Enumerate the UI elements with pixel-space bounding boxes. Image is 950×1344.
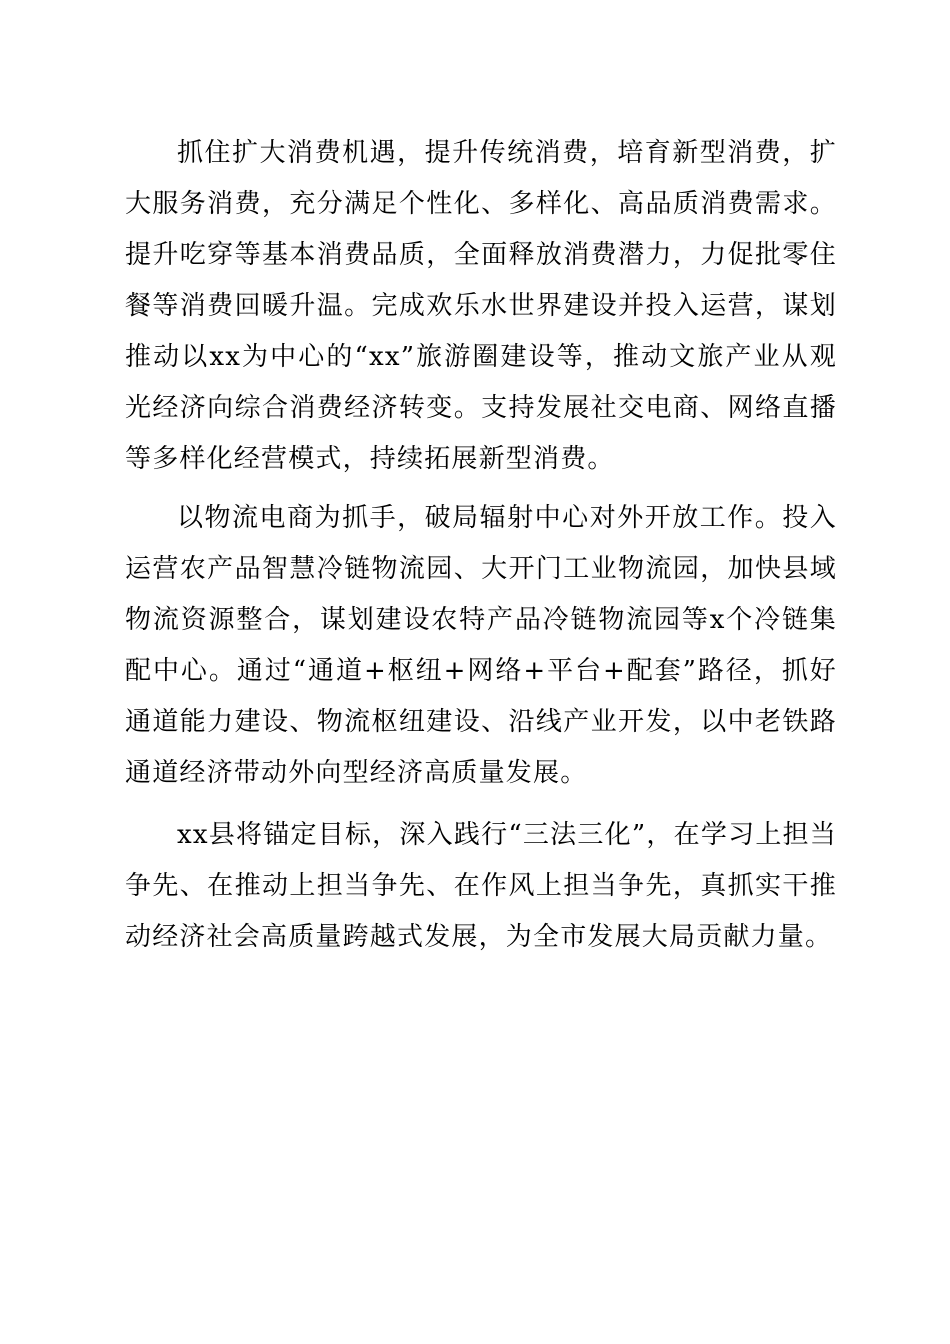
document-body (125, 128, 837, 963)
paragraph-conclusion: xx县将锚定目标，深入践行“三法三化”，在学习上担当争先、在推动上担当争先、在作风上担当争先，真抓实干推动经济社会高质量跨越式发展，为全市发展大局贡献力量。 (125, 820, 837, 952)
paragraph-consumption: 抓住扩大消费机遇，提升传统消费，培育新型消费，扩大服务消费，充分满足个性化、多样化、高品质消费需求。提升吃穿等基本消费品质，全面释放消费潜力，力促批零住餐等消费回暖升温。完成欢乐水世界建设并投入运营，谋划推动以xx为中心的“xx”旅游圈建设等，推动文旅产业从观光经济向综合消费经济转变。支持发展社交电商、网络直播等多样化经营模式，持续拓展新型消费。 (125, 138, 837, 474)
paragraph-logistics: 以物流电商为抓手，破局辐射中心对外开放工作。投入运营农产品智慧冷链物流园、大开门工业物流园，加快县域物流资源整合，谋划建设农特产品冷链物流园等x个冷链集配中心。通过“通道+枢纽+网络+平台+配套”路径，抓好通道能力建设、物流枢纽建设、沿线产业开发，以中老铁路通道经济带动外向型经济高质量发展。 (125, 503, 837, 788)
